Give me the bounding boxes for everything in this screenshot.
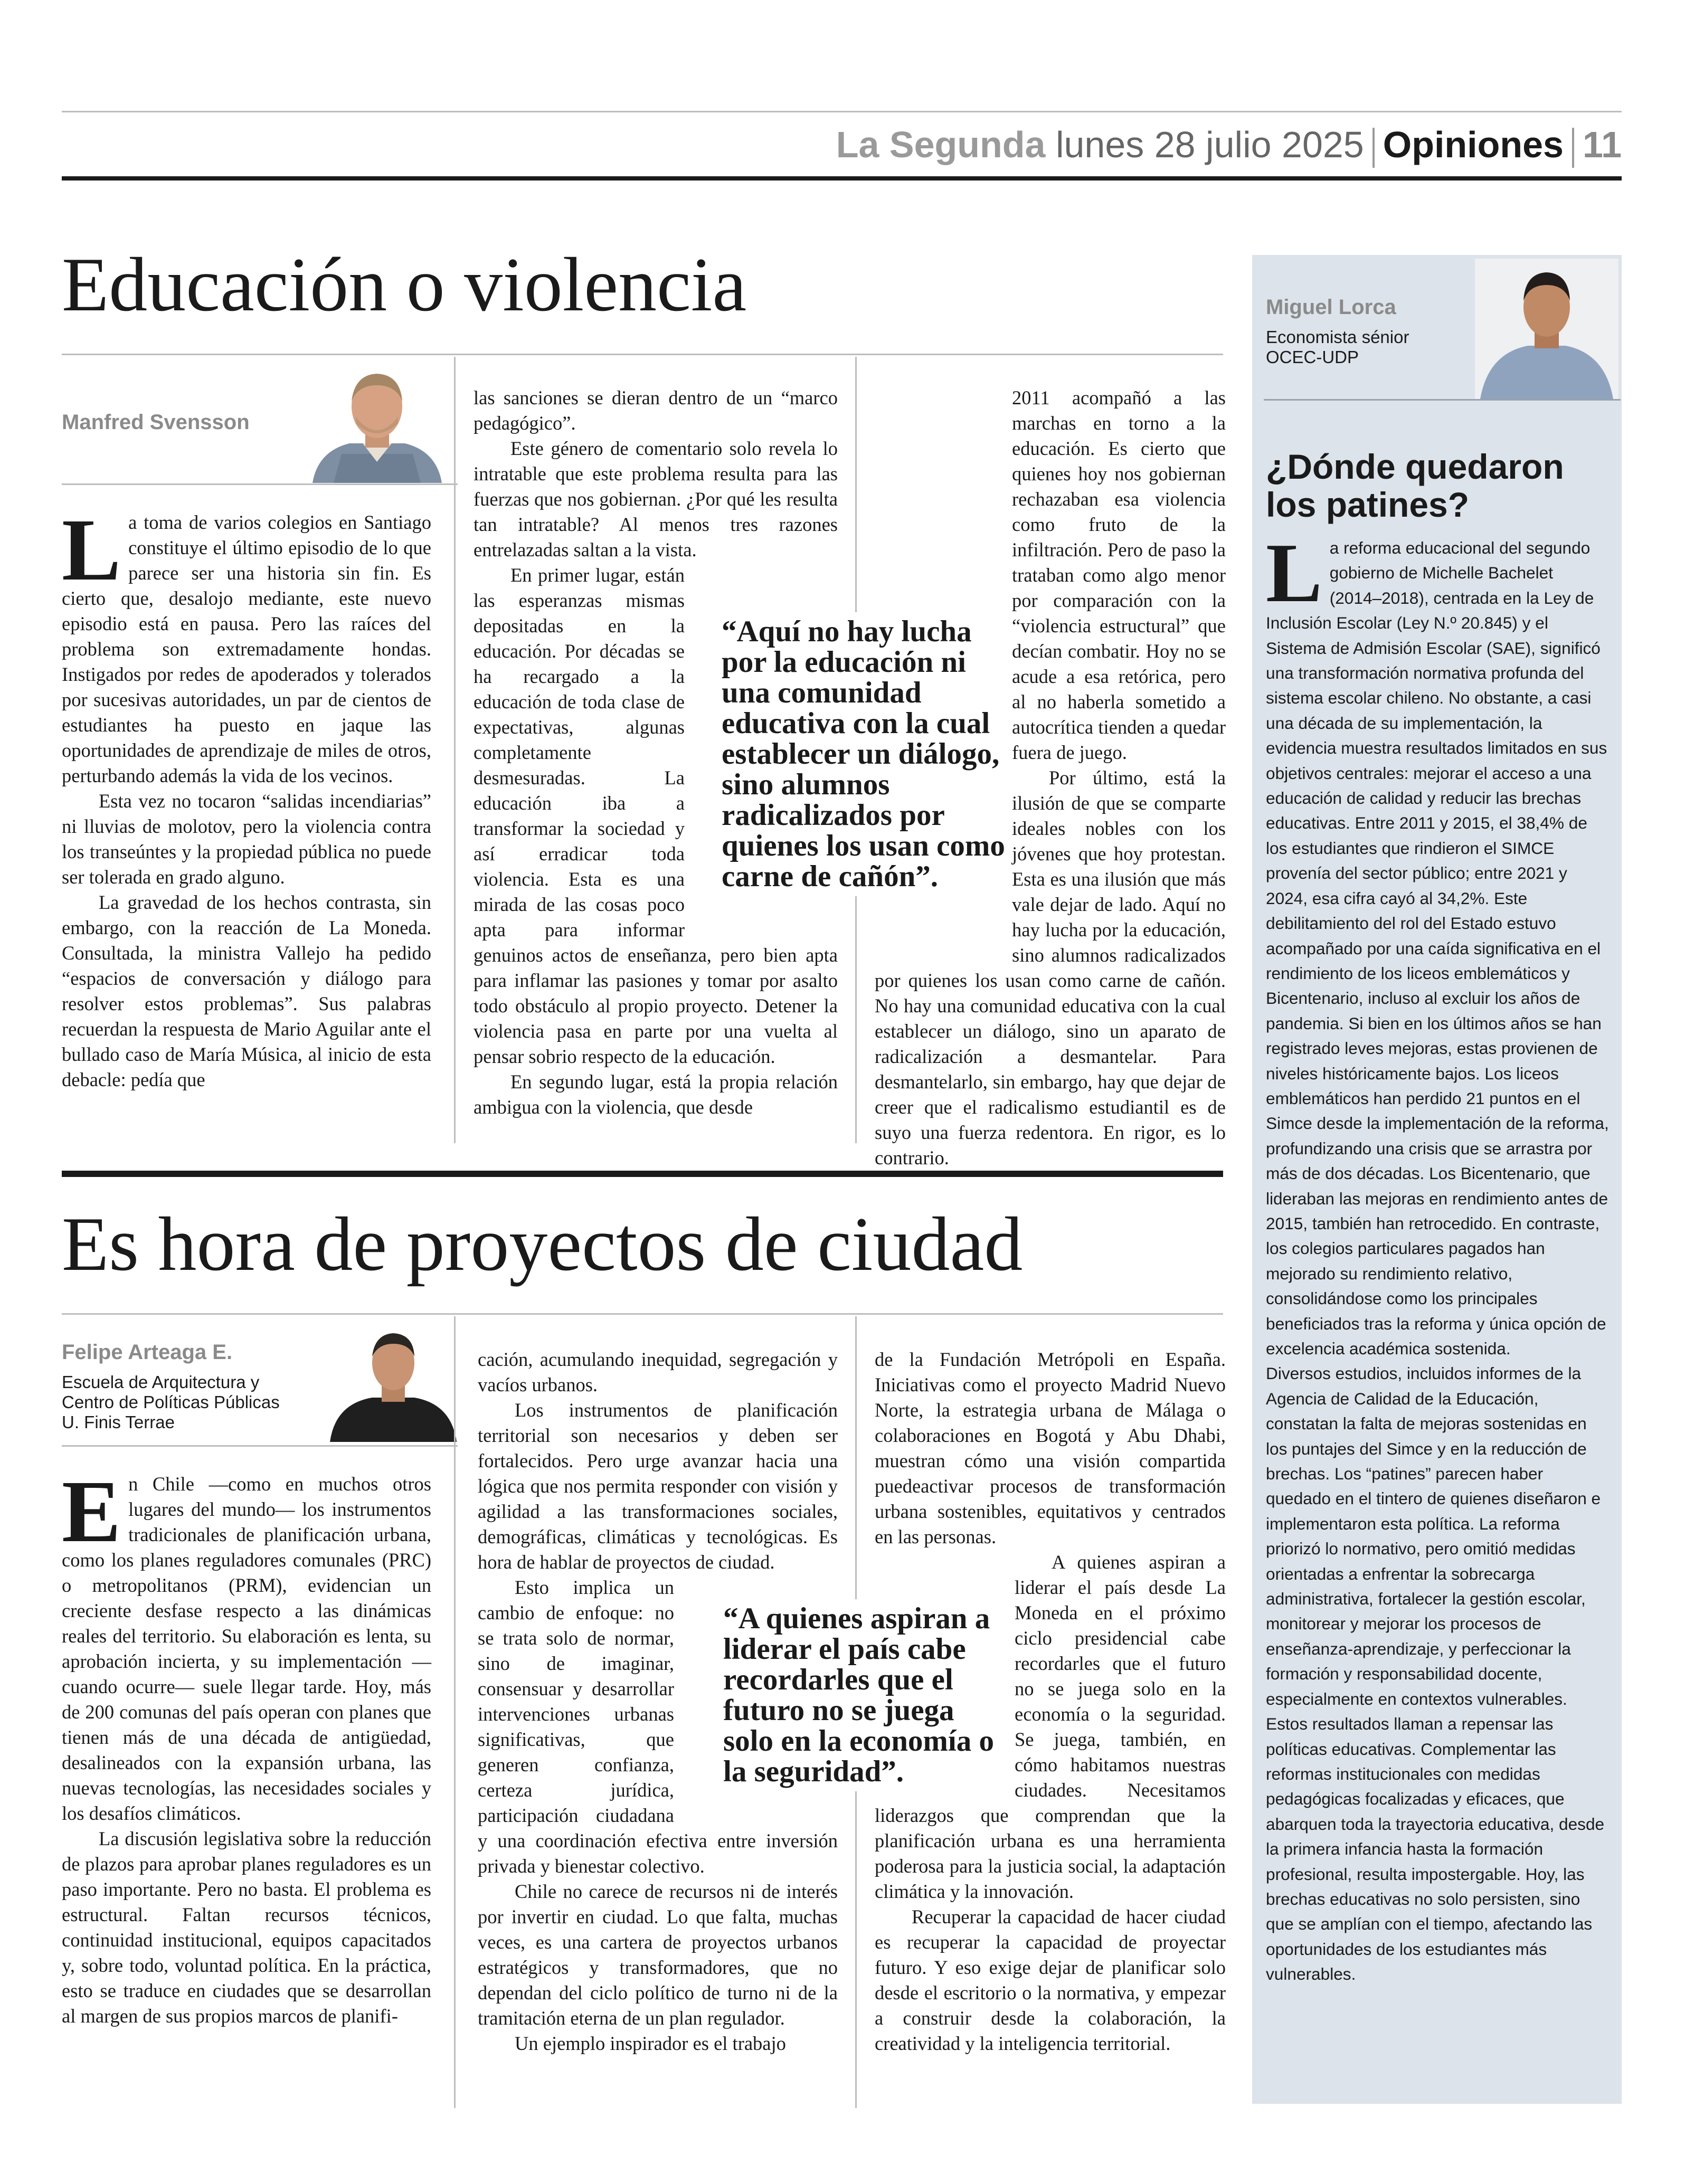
paragraph: La reforma educacional del segundo gobierno de Michelle Bachelet (2014–2018), centrada en la Ley de Inclusión Escolar (Ley N.º 20.845) y el Sistema de Admisión Escolar (SAE), significó una transformación normativa profunda del sistema escolar chileno. No obstante, a casi una década de su implementación, la evidencia muestra resultados limitados en sus objetivos centrales: mejorar el acceso a una educación de calidad y reducir las brechas educativas. Entre 2011 y 2015, el 38,4% de los estudiantes que rindieron el SIMCE provenía del sector público; entre 2021 y 2024, esa cifra cayó al 34,2%. Este debilitamiento del rol del Estado estuvo acompañado por una caída significativa en el rendimiento de los liceos emblemáticos y Bicentenario, incluso al excluir los años de pandemia. Si bien en los últimos años se han registrado leves mejoras, estas provienen de niveles históricamente bajos. Los liceos emblemáticos han perdido 21 puntos en el Simce desde la implementación de la reforma, profundizando una crisis que se arrastra por más de dos décadas. Los Bicentenario, que lideraban las mejoras en rendimiento antes de 2015, también han retrocedido. En contraste, los colegios particulares pagados han mejorado su rendimiento relativo, consolidándose como los principales beneficiados tras la reforma y única opción de excelencia académica sostenida. <box>1266 526 1609 1358</box>
article2-author-photo <box>330 1325 457 1442</box>
article1-title-rule <box>62 354 1223 355</box>
article1-title: Educación o violencia <box>62 242 747 327</box>
sidebar-author: Miguel Lorca <box>1266 296 1396 319</box>
paragraph: La gravedad de los hechos contrasta, sin embargo, con la reacción de La Moneda. Consultada, la ministra Vallejo ha pedido “espacios de conversación y diálogo para resolver estos problemas”. Sus palabras recuerdan la respuesta de Mario Aguilar ante el bullado caso de María Música, al inicio de esta debacle: pedía que <box>62 891 431 1090</box>
paragraph: En Chile —como en muchos otros lugares del mundo— los instrumentos tradicionales de planificación urbana, como los planes reguladores comunales (PRC) o metropolitanos (PRM), evidencian un creciente desfase respecto a las dinámicas reales del territorio. Su elaboración es lenta, su aprobación incierta, y su implementación —cuando ocurre— suele llegar tarde. Hoy, más de 200 comunas del país operan con planes que tienen más de una década de antigüedad, desalineados con la expansión urbana, las nuevas tecnologías, las necesidades sociales y los desafíos climáticos. <box>62 1463 431 1824</box>
sidebar-title: ¿Dónde quedaron los patines? <box>1266 447 1564 524</box>
paragraph: cación, acumulando inequidad, segregación y vacíos urbanos. <box>478 1349 838 1395</box>
paragraph: La discusión legislativa sobre la reducción de plazos para aprobar planes reguladores es un paso importante. Pero no basta. El problema es estructural. Faltan recursos técnicos, continuidad institucional, equipos capacitados y, sobre todo, voluntad política. En la práctica, esto se traduce en ciudades que se desarrollan al margen de sus propios marcos de planifi- <box>62 1828 431 2027</box>
article1-column-1 <box>62 501 431 1093</box>
dropcap: L <box>62 501 121 599</box>
sidebar-body <box>1266 526 1609 1987</box>
masthead-separator <box>1372 128 1375 168</box>
masthead <box>62 115 1622 174</box>
dropcap: L <box>1266 526 1322 620</box>
article2-pullquote: “A quienes aspiran a liderar el país cabe recordarles que el futuro no se juega solo en la economía o la seguridad”. <box>723 1599 1011 1791</box>
paragraph: Recuperar la capacidad de hacer ciudad es recuperar la capacidad de proyectar futuro. Y eso exige dejar de planificar solo desde el escritorio o la normativa, y empezar a construir desde la colaboración, la creatividad y la inteligencia territorial. <box>875 1906 1226 2054</box>
page-number: 11 <box>1583 124 1622 165</box>
dropcap: E <box>62 1463 121 1561</box>
paragraph: A quienes aspiran a liderar el país desde La Moneda en el próximo ciclo presidencial cabe recordarles que el futuro no se juega solo en la economía o la seguridad. Se juega, también, en cómo habitamos nuestras ciudades. Necesitamos liderazgos que comprendan que la planificación urbana es una herramienta poderosa para la justicia social, la adaptación climática y la innovación. <box>875 1551 1226 1902</box>
paragraph: En primer lugar, están las esperanzas mismas depositadas en la educación. Por décadas se ha recargado a la educación de toda clase de expectativas, algunas completamente desmesuradas. La educación iba a transformar la sociedad y así erradicar toda violencia. Esta es una mirada de las cosas poco apta para informar genuinos actos de enseñanza, pero bien apta para inflamar las pasiones y tomar por asalto todo obstáculo al propio proyecto. Detener la violencia pasa en parte por una vuelta al pensar sobrio respecto de la educación. <box>474 564 838 1067</box>
paragraph: 2011 acompañó a las marchas en torno a la educación. Es cierto que quienes hoy nos gobiernan rechazaban esa violencia como fruto de la infiltración. Pero de paso la trataban como algo menor por comparación con la “violencia estructural” que decían combatir. Hoy no se acude a esa retórica, pero al no haberla sometido a autocrítica tienden a quedar fuera de juego. <box>1012 387 1226 763</box>
section-name: Opiniones <box>1383 124 1564 165</box>
paragraph: de la Fundación Metrópoli en España. Iniciativas como el proyecto Madrid Nuevo Norte, la estrategia urbana de Málaga o colaboraciones en Bogotá y Abu Dhabi, muestran cómo una visión compartida puedeactivar procesos de transformación urbana sostenibles, equitativos y centrados en las personas. <box>875 1349 1226 1547</box>
newspaper-name: La Segunda <box>836 124 1046 165</box>
sidebar-author-rule <box>1264 399 1621 401</box>
article1-author-photo <box>297 364 458 483</box>
paragraph: Por último, está la ilusión de que se comparte ideales nobles con los jóvenes que hoy protestan. Esta es una ilusión que más vale dejar de lado. Aquí no hay lucha por la educación, sino alumnos radicalizados por quienes los usan como carne de cañón. No hay una comunidad educativa con la cual establecer un diálogo, sino un aparato de radicalización a desmantelar. Para desmantelarlo, sin embargo, hay que dejar de creer que el radicalismo estudiantil es de suyo una fuerza redentora. En rigor, es lo contrario. <box>875 767 1226 1169</box>
article2-author: Felipe Arteaga E. <box>62 1341 233 1364</box>
article2-title: Es hora de proyectos de ciudad <box>62 1201 1023 1287</box>
paragraph: Los instrumentos de planificación territorial son necesarios y deben ser fortalecidos. Pero urge avanzar hacia una lógica que nos permita responder con visión y agilidad a las transformaciones sociales, demográficas, climáticas y tecnológicas. Es hora de hablar de proyectos de ciudad. <box>478 1399 838 1573</box>
sidebar-author-photo <box>1475 259 1618 399</box>
article1-author: Manfred Svensson <box>62 411 250 434</box>
paragraph: Diversos estudios, incluidos informes de la Agencia de Calidad de la Educación, constatan la falta de mejoras sostenidas en los puntajes del Simce y en la reducción de brechas. Los “patines” parecen haber quedado en el tintero de quienes diseñaron e implementaron esta política. La reforma priorizó lo normativo, pero omitió medidas orientadas a enfrentar la sobrecarga administrativa, fortalecer la gestión escolar, monitorear y mejorar los procesos de enseñanza-aprendizaje, y perfeccionar la formación y responsabilidad docente, especialmente en contextos vulnerables. <box>1266 1364 1601 1708</box>
paragraph: Estos resultados llaman a repensar las políticas educativas. Complementar las reformas institucionales con medidas pedagógicas focalizadas y eficaces, que abarquen toda la trayectoria educativa, desde la primera infancia hasta la formación profesional, resulta impostergable. Hoy, las brechas educativas no solo persisten, sino que se amplían con el tiempo, afectando las oportunidades de los estudiantes más vulnerables. <box>1266 1714 1605 1984</box>
paragraph: Esta vez no tocaron “salidas incendiarias” ni lluvias de molotov, pero la violencia contra los transeúntes y la propiedad pública no puede ser tolerada en grado alguno. <box>62 790 431 888</box>
masthead-separator <box>1572 128 1574 168</box>
masthead-top-rule <box>62 111 1622 112</box>
article1-pullquote: “Aquí no hay lucha por la educación ni una comunidad educativa con la cual establecer un diálogo, sino alumnos radicalizados por quienes los usan como carne de cañón”. <box>722 612 1007 896</box>
article2-title-rule <box>62 1313 1223 1315</box>
article2-affiliation: Escuela de Arquitectura y Centro de Políticas Públicas U. Finis Terrae <box>62 1372 280 1432</box>
issue-date: lunes 28 julio 2025 <box>1055 124 1364 165</box>
column-divider <box>454 1316 456 2108</box>
paragraph: En segundo lugar, está la propia relación ambigua con la violencia, que desde <box>474 1071 838 1118</box>
paragraph: las sanciones se dieran dentro de un “marco pedagógico”. <box>474 387 838 434</box>
paragraph: Chile no carece de recursos ni de interés por invertir en ciudad. Lo que falta, muchas veces, es una cartera de proyectos urbanos estratégicos y transformadores, que no dependan del ciclo político de turno ni de la tramitación eterna de un plan regulador. <box>478 1881 838 2029</box>
column-divider <box>454 357 456 1143</box>
masthead-bottom-rule <box>62 176 1622 181</box>
paragraph: Esto implica un cambio de enfoque: no se trata solo de normar, sino de imaginar, consensuar y desarrollar intervenciones urbanas significativas, que generen confianza, certeza jurídica, participación ciudadana y una coordinación efectiva entre inversión privada y bienestar colectivo. <box>478 1577 838 1877</box>
sidebar-affiliation: Economista sénior OCEC-UDP <box>1266 327 1409 367</box>
paragraph: La toma de varios colegios en Santiago constituye el último episodio de lo que parece ser una historia sin fin. Es cierto que, desalojo mediante, este nuevo episodio está en pausa. Pero las raíces del problema son extremadamente hondas. Instigados por redes de apoderados y tolerados por sucesivas autoridades, un par de cientos de estudiantes ha puesto en jaque las oportunidades de aprendizaje de miles de otros, perturbando además la vida de los vecinos. <box>62 501 431 786</box>
article-separator <box>62 1171 1223 1177</box>
article2-author-rule <box>62 1445 458 1447</box>
paragraph: Este género de comentario solo revela lo intratable que este problema resulta para las fuerzas que nos gobiernan. ¿Por qué les resulta tan intratable? Al menos tres razones entrelazadas saltan a la vista. <box>474 438 838 561</box>
article2-column-1 <box>62 1463 431 2029</box>
paragraph: Un ejemplo inspirador es el trabajo <box>515 2033 786 2054</box>
article1-author-rule <box>62 483 458 485</box>
